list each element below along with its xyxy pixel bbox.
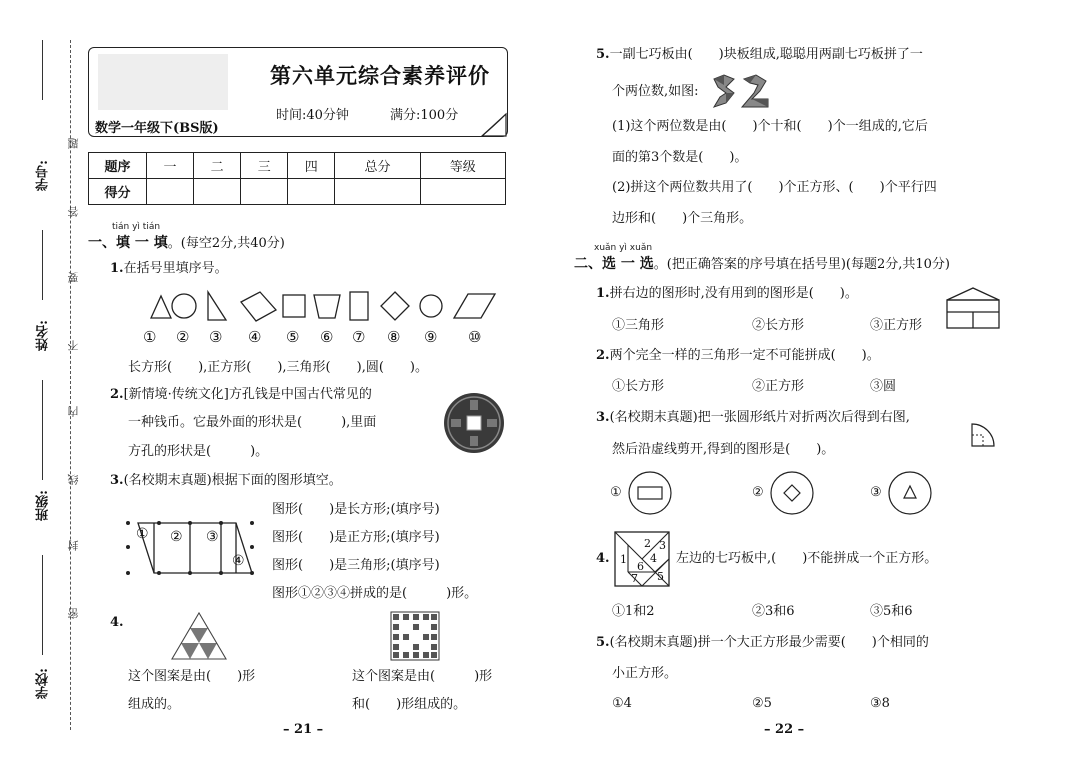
q3-label: ③ [206,529,219,545]
s2q4-text: 左边的七巧板中,( )不能拼成一个正方形。 [676,551,938,566]
q2-line1 [110,386,372,404]
s2q5-option[interactable]: ①4 [612,696,632,711]
q1-answer-line: 长方形( ),正方形( ),三角形( ),圆( )。 [128,360,428,375]
diamond-square-shape [381,292,409,320]
s2q5-line1 [596,634,929,652]
class-line [42,380,43,480]
score-cell[interactable] [420,179,505,205]
shape-number: ⑥ [320,328,334,346]
q4-number [110,614,124,632]
shape-number: ③ [209,328,223,346]
cut-char: 密 [67,608,80,619]
q3-prompt: (名校期末真题)根据下面的图形填空。 [123,473,342,488]
q2-number: 2. [110,387,124,402]
circle-shape [172,294,196,318]
q4-left-line1: 这个图案是由( )形 [128,669,256,684]
s2q2-option[interactable]: ③圆 [870,379,897,394]
r-q5-line6: 边形和( )个三角形。 [612,211,753,226]
q1-shapes [130,288,500,324]
s2q3-number: 3. [596,410,610,425]
s2q3-line1 [596,409,910,427]
s2q5-number: 5. [596,635,610,650]
s2q5-line1-text: (名校期末真题)拼一个大正方形最少需要( )个相同的 [609,635,929,650]
page-number-left: – 21 – [283,722,324,737]
q3-line1: 图形( )是长方形;(填序号) [272,502,440,517]
shape-number: ⑨ [424,328,438,346]
shape-number: ① [143,328,157,346]
square-shape [283,295,305,317]
id-line [42,40,43,100]
tilted-rectangle-shape [241,292,276,321]
q3-line3: 图形( )是三角形;(填序号) [272,558,440,573]
q4-right-line1: 这个图案是由( )形 [352,669,493,684]
trapezoid-shape [314,295,340,318]
page-title: 第六单元综合素养评价 [270,63,490,88]
section1-pinyin: tián yì tián [112,222,161,232]
section2-title-text: 二、选 一 选 [574,256,654,272]
tangram-label: 1 [620,553,627,566]
q2-line2: 一种钱币。它最外面的形状是( ),里面 [128,415,377,430]
s2q1-option[interactable]: ②长方形 [752,318,805,333]
page-number-right: – 22 – [764,722,805,737]
q3-line2: 图形( )是正方形;(填序号) [272,530,440,545]
q3-label: ④ [232,553,245,569]
score-table-head: 四 [288,153,335,179]
q1-text [110,260,228,278]
q3-number: 3. [110,473,124,488]
student-id-label: 学号: [36,160,51,191]
r-q5-line2: 个两位数,如图: [612,84,699,99]
score-cell[interactable] [147,179,194,205]
tangram-label: 6 [637,560,644,573]
s2q1-prompt: 拼右边的图形时,没有用到的图形是( )。 [609,286,858,301]
tangram-label: 3 [659,539,666,552]
q4-right-line2: 和( )形组成的。 [352,697,467,712]
s2q1-text [596,285,858,303]
s2q3-option[interactable]: ① [610,485,622,500]
name-label: 姓名: [36,320,51,351]
s2q2-option[interactable]: ②正方形 [752,379,805,394]
s2q1-option[interactable]: ①三角形 [612,318,665,333]
s2q3-option[interactable]: ③ [870,485,882,500]
triangle-shape [151,296,171,318]
r-q5-line1 [596,46,923,64]
section2-title [574,253,950,273]
full-score: 满分:100分 [390,108,459,123]
s2q2-number: 2. [596,348,610,363]
circle-with-rectangle[interactable] [627,470,673,516]
binding-strip [0,0,80,764]
cut-char: 不 [67,340,80,351]
tangram-label: 7 [631,572,638,585]
header-blank-area [98,54,228,110]
q3-label: ① [136,526,149,542]
r-q5-line4: 面的第3个数是( )。 [612,150,748,165]
s2q4-number [596,550,610,568]
section1-title-text: 一、填 一 填 [88,235,168,251]
r-q5-line5: (2)拼这个两位数共用了( )个正方形、( )个平行四 [612,180,937,195]
s2q1-number: 1. [596,286,610,301]
q3-line4: 图形①②③④拼成的是( )形。 [272,586,478,601]
school-label: 学校: [36,668,51,699]
right-triangle-shape [208,292,226,320]
s2q2-prompt: 两个完全一样的三角形一定不可能拼成( )。 [609,348,880,363]
cut-char: 内 [67,406,80,417]
tangram-number-icon [712,73,774,111]
house-figure [945,286,1001,330]
class-label: 班级: [36,490,51,521]
shape-number: ② [176,328,190,346]
score-cell[interactable] [288,179,335,205]
shape-number: ⑤ [286,328,300,346]
folded-quarter-circle [970,422,996,448]
s2q1-option[interactable]: ③正方形 [870,318,923,333]
q1-prompt: 在括号里填序号。 [123,261,228,276]
s2q4-option[interactable]: ②3和6 [752,604,795,619]
score-table [88,152,506,205]
q2-line3: 方孔的形状是( )。 [128,444,269,459]
cut-char: 题 [67,138,80,149]
small-circle-shape [420,295,442,317]
q1-number: 1. [110,261,124,276]
triangle-pattern [170,611,228,661]
q4-number-text: 4. [110,615,124,630]
s2q4-option[interactable]: ③5和6 [870,604,913,619]
square-pattern [390,611,440,661]
s2q2-option[interactable]: ①长方形 [612,379,665,394]
s2q5-line2: 小正方形。 [612,666,678,681]
shape-number: ⑧ [387,328,401,346]
name-line [42,230,43,300]
section2-note: 。(把正确答案的序号填在括号里)(每题2分,共10分) [653,257,950,272]
r-q5-line3: (1)这个两位数是由( )个十和( )个一组成的,它后 [612,119,928,134]
shape-number: ④ [248,328,262,346]
section1-note: 。(每空2分,共40分) [167,236,285,251]
score-table-head: 题序 [89,153,147,179]
grade-label: 数学一年级下(BS版) [95,121,219,136]
score-cell[interactable] [335,179,420,205]
exam-time: 时间:40分钟 [276,108,349,123]
circle-with-diamond[interactable] [769,470,815,516]
score-table-head: 二 [194,153,241,179]
score-table-header [89,153,506,179]
s2q3-option[interactable]: ② [752,485,764,500]
score-cell[interactable] [241,179,288,205]
circle-with-triangle[interactable] [887,470,933,516]
score-table-row [89,179,506,205]
score-cell[interactable] [194,179,241,205]
s2q3-line2: 然后沿虚线剪开,得到的图形是( )。 [612,442,835,457]
score-table-head: 等级 [420,153,505,179]
page-curl-icon [480,112,508,138]
cut-char: 线 [67,474,80,485]
cut-char: 封 [67,540,80,551]
r-q5-line1-text: 一副七巧板由( )块板组成,聪聪用两副七巧板拼了一 [609,47,923,62]
s2q5-option[interactable]: ②5 [752,696,772,711]
section2-pinyin: xuǎn yì xuǎn [594,243,653,253]
q4-left-line2: 组成的。 [128,697,181,712]
section1-title [88,232,285,252]
shape-number: ⑩ [468,328,482,346]
q2-line1-text: [新情境·传统文化]方孔钱是中国古代常见的 [123,387,372,402]
score-table-head: 一 [147,153,194,179]
tangram-label: 5 [657,570,664,583]
tangram-label: 2 [644,537,651,550]
s2q3-line1-text: (名校期末真题)把一张圆形纸片对折两次后得到右图, [609,410,910,425]
rectangle-shape [350,292,368,320]
score-table-head: 三 [241,153,288,179]
shape-number: ⑦ [352,328,366,346]
cut-char: 要 [67,272,80,283]
s2q2-text [596,347,880,365]
parallelogram-shape [454,294,495,318]
s2q4-option[interactable]: ①1和2 [612,604,655,619]
q3-text [110,472,342,490]
coin-icon [443,392,505,454]
r-q5-number: 5. [596,47,610,62]
score-row-label: 得分 [89,179,147,205]
score-table-head: 总分 [335,153,420,179]
s2q5-option[interactable]: ③8 [870,696,890,711]
q3-label: ② [170,529,183,545]
s2q4-number-text: 4. [596,551,610,566]
school-line [42,555,43,655]
tangram-label: 4 [650,552,657,565]
cut-char: 答 [67,206,80,217]
